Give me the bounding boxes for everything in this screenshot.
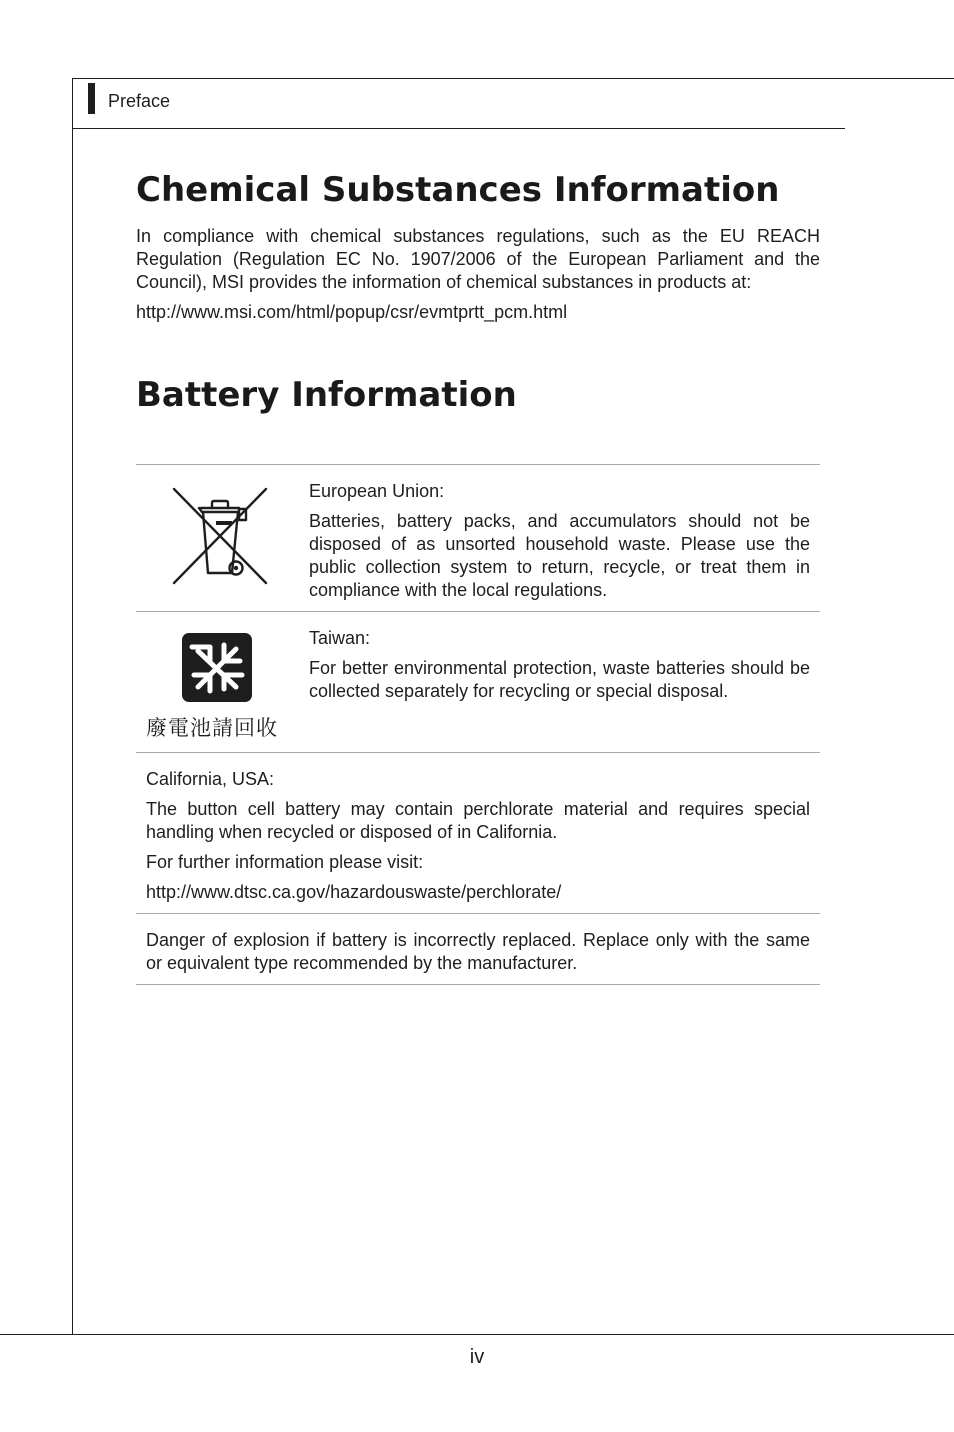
page-number: iv — [469, 1346, 485, 1368]
eu-body: Batteries, battery packs, and accumulators should not be disposed of as unsorted household waste. Please use the public collection system to return, recycle, or treat them in compliance with the local regulations. — [309, 511, 810, 600]
footer-rule — [0, 1334, 954, 1335]
crossed-out-wheelie-bin-icon — [170, 486, 270, 586]
california-further: For further information please visit: — [146, 852, 424, 872]
taiwan-recycling-caption: 廢電池請回收 — [146, 716, 278, 740]
california-body: The button cell battery may contain perchlorate material and requires special handling when recycled or disposed of in California. — [146, 799, 810, 842]
chemical-url-link[interactable]: http://www.msi.com/html/popup/csr/evmtprtt_pcm.html — [136, 302, 568, 322]
table-rule — [136, 752, 820, 753]
table-rule — [136, 984, 820, 985]
header-rule — [72, 128, 845, 129]
chemical-heading: Chemical Substances Information — [136, 170, 780, 210]
table-rule — [136, 464, 820, 465]
page-frame-top — [72, 78, 954, 79]
taiwan-body: For better environmental protection, waste batteries should be collected separately for recycling or special disposal. — [309, 658, 810, 701]
california-url-link[interactable]: http://www.dtsc.ca.gov/hazardouswaste/perchlorate/ — [146, 882, 562, 902]
header-marker-bar — [88, 83, 95, 114]
battery-heading: Battery Information — [136, 375, 517, 415]
table-rule — [136, 611, 820, 612]
table-rule — [136, 913, 820, 914]
eu-heading: European Union: — [309, 481, 445, 501]
page-frame-left — [72, 78, 73, 1335]
taiwan-heading: Taiwan: — [309, 628, 371, 648]
chemical-body: In compliance with chemical substances regulations, such as the EU REACH Regulation (Regulation EC No. 1907/2006 of the European Parliament and the Council), MSI provides the information of chemical substances in products at: — [136, 226, 820, 292]
section-label: Preface — [108, 91, 171, 111]
california-heading: California, USA: — [146, 769, 275, 789]
taiwan-battery-recycling-icon — [180, 631, 254, 704]
battery-warning: Danger of explosion if battery is incorrectly replaced. Replace only with the same or equivalent type recommended by the manufacturer. — [146, 930, 810, 973]
